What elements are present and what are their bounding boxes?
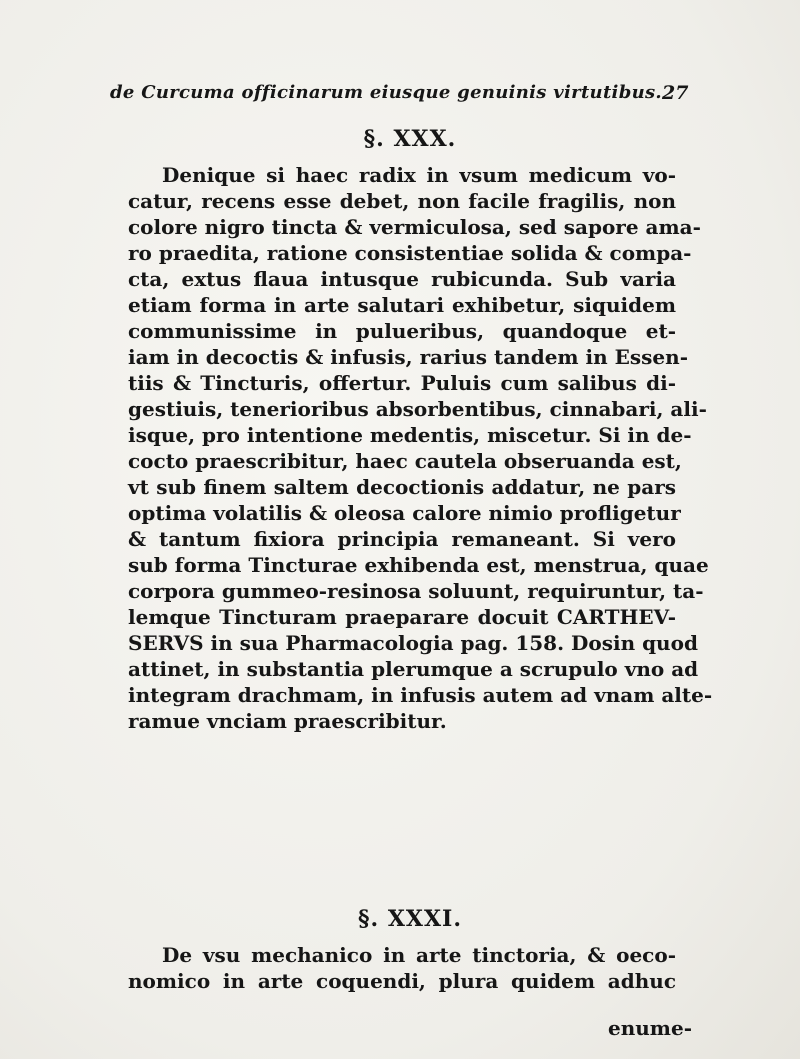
text-line: cocto praescribitur, haec cautela obseruanda est,: [128, 449, 682, 473]
running-head: de Curcuma officinarum eiusque genuinis virtutibus.: [110, 82, 662, 103]
text-line: iam in decoctis & infusis, rarius tandem in Essen-: [128, 345, 688, 369]
text-line: vt sub finem saltem decoctionis addatur, ne pars: [128, 475, 676, 499]
text-line: catur, recens esse debet, non facile fragilis, non: [128, 189, 676, 213]
text-line: cta, extus flaua intusque rubicunda. Sub varia: [128, 267, 676, 291]
text-line: integram drachmam, in infusis autem ad vnam alte-: [128, 683, 713, 707]
text-line: sub forma Tincturae exhibenda est, menstrua, quae: [128, 553, 709, 577]
text-line: nomico in arte coquendi, plura quidem adhuc: [128, 969, 676, 993]
text-line: colore nigro tincta & vermiculosa, sed sapore ama-: [128, 215, 701, 239]
page-number: 27: [662, 82, 689, 104]
text-line: Denique si haec radix in vsum medicum vo-: [162, 163, 676, 187]
text-line: isque, pro intentione medentis, miscetur. Si in de-: [128, 423, 692, 447]
text-line: gestiuis, tenerioribus absorbentibus, cinnabari, ali-: [128, 397, 707, 421]
text-line: ramue vnciam praescribitur.: [128, 709, 447, 733]
text-line: communissime in pulueribus, quandoque et-: [128, 319, 676, 343]
paragraph-section-xxx: [128, 162, 713, 734]
text-line: SERVS in sua Pharmacologia pag. 158. Dosin quod: [128, 631, 698, 655]
text-line: corpora gummeo-resinosa soluunt, requiruntur, ta-: [128, 579, 704, 603]
text-line: & tantum fixiora principia remaneant. Si vero: [128, 527, 676, 551]
text-line: De vsu mechanico in arte tinctoria, & oeco-: [162, 943, 676, 967]
text-line: etiam forma in arte salutari exhibetur, siquidem: [128, 293, 676, 317]
paragraph-section-xxxi: [128, 942, 676, 994]
catchword: enume-: [608, 1016, 692, 1040]
text-line: lemque Tincturam praeparare docuit CARTHEV-: [128, 605, 676, 629]
text-line: attinet, in substantia plerumque a scrupulo vno ad: [128, 657, 699, 681]
section-heading-xxx: §. XXX.: [363, 126, 457, 152]
section-heading-xxxi: §. XXXI.: [358, 906, 462, 932]
text-line: optima volatilis & oleosa calore nimio profligetur: [128, 501, 681, 525]
text-line: tiis & Tincturis, offertur. Puluis cum salibus di-: [128, 371, 676, 395]
text-line: ro praedita, ratione consistentiae solida & compa-: [128, 241, 692, 265]
